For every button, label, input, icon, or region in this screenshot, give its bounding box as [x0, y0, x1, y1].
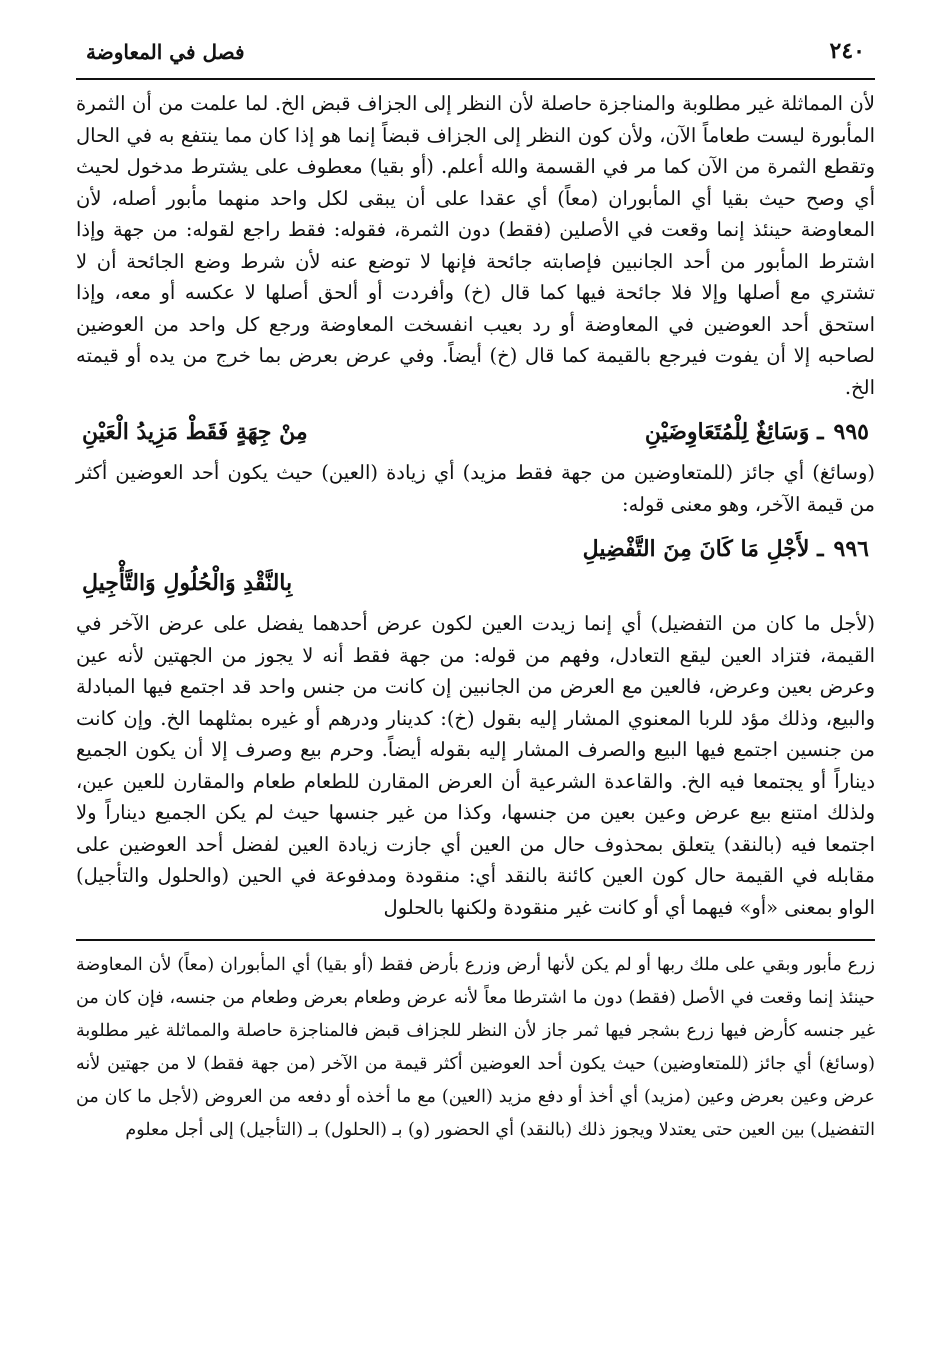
- commentary-paragraph-1: لأن المماثلة غير مطلوبة والمناجزة حاصلة لأن النظر إلى الجزاف قبض الخ. لما علمت من أن الثمرة المأبورة ليست طعاماً الآن، ولأن كون النظر إلى الجزاف قبضاً إنما هو إذا كان مما ينتفع به في الحال وتقطع الثمرة من الآن كما مر في القسمة والله أعلم. (أو بقيا) معطوف على يشترط مدخول لحيث أي وصح حيث بقيا أي المأبوران (معاً) أي عقدا على أن يبقى لكل واحد منهما مأبور أصله، لأن المعاوضة حينئذ إنما وقعت في الأصلين (فقط) دون الثمرة، فقوله: فقط راجع لقوله: من جهة وإذا اشترط المأبور من أحد الجانبين فإصابته جائحة فإنها لا توضع عنه لأن شرط وضع الجائحة أن لا تشتري مع أصلها وإلا فلا جائحة فيها كما قال (خ) وأفردت أو ألحق أصلها لا عكسه أو معه، وإذا استحق أحد العوضين في المعاوضة أو رد بعيب انفسخت المعاوضة ورجع كل واحد من العوضين لصاحبه إلا أن يفوت فيرجع بالقيمة كما قال (خ) أيضاً. وفي عرض بعرض بما خرج من يده أو قيمته الخ.: [76, 92, 875, 399]
- footnote-text: زرع مأبور وبقي على ملك ربها أو لم يكن لأنها أرض وزرع بأرض فقط (أو بقيا) أي المأبوران (معاً) لأن المعاوضة حينئذ إنما وقعت في الأصل (فقط) دون ما اشترطا معاً لأنه عرض وطعام بعرض وطعام من جنسه، فإن كان من غير جنسه كأرض فيها زرع بشجر فيها ثمر جاز لأن النظر للجزاف قبض فالمناجزة حاصلة والمماثلة غير مطلوبة (وسائغ) أي جائز (للمتعاوضين) حيث يكون أحد العوضين أكثر قيمة من الآخر (من جهة فقط) لا من جهتين لأنه عرض وعين بعرض وعين (مزيد) أي أخذ أو دفع مزيد (العين) مع ما أخذه أو دفعه من العروض (لأجل ما كان من التفضيل) بين العين حتى يعتدلا ويجوز ذلك (بالنقد) أي الحضور (و) بـ (الحلول) بـ (التأجيل) إلى أجل معلوم: [76, 955, 876, 1140]
- main-text: [76, 88, 875, 403]
- page-number: ٢٤٠: [829, 38, 865, 64]
- main-text-2: [76, 457, 875, 520]
- verse-995-second-hemistich: مِنْ جِهَةٍ فَقَطْ مَزِيدُ الْعَيْنِ: [82, 419, 308, 445]
- commentary-paragraph-2: (وسائغ) أي جائز (للمتعاوضين من جهة فقط مزيد) أي زيادة (العين) حيث يكون أحد العوضين أكثر من قيمة الآخر، وهو معنى قوله:: [76, 461, 875, 516]
- section-title: فصل في المعاوضة: [86, 40, 245, 64]
- commentary-paragraph-3: (لأجل ما كان من التفضيل) أي إنما زيدت العين لكون عرض أحدهما يفضل على عرض الآخر في القيمة، فتزاد العين ليقع التعادل، وفهم من قوله: من جهة فقط أنه لا يجوز من الجهتين لأنه عين وعرض بعين وعرض، فالعين مع العرض من الجانبين إن كانت من جنس واحد قد اجتمع فيها المبادلة والبيع، وذلك مؤد للربا المعنوي المشار إليه بقول (خ): كدينار ودرهم أو غيره بمثلهما الخ. وإن كانت من جنسين اجتمع فيها البيع والصرف المشار إليه بقوله أيضاً. وحرم بيع وصرف إلا أن يكون الجميع ديناراً أو يجتمعا فيه الخ. والقاعدة الشرعية أن العرض المقارن للطعام طعام والمقارن للعين عين، ولذلك امتنع بيع عرض وعين بعين من جنسها، وكذا من غير جنسها حيث لم يكن الجميع ديناراً ولا اجتمعا فيه (بالنقد) يتعلق بمحذوف حال من العين أي جازت زيادة العين لفضل أحد العوضين على مقابله في القيمة حال كون العين كائنة بالنقد أي: منقودة ومدفوعة في الحين (والحلول والتأجيل) الواو بمعنى «أو» فيهما أي أو كانت غير منقودة ولكنها بالحلول: [76, 612, 875, 919]
- verse-995-first-hemistich: ٩٩٥ـ وَسَائِغٌ لِلْمُتَعَاوِضَيْنِ: [644, 419, 869, 445]
- verse-995: [76, 415, 875, 449]
- page-header: [76, 34, 875, 80]
- footnote: [76, 949, 875, 1147]
- verse-996-second-hemistich: بِالنَّقْدِ وَالْحُلُولِ وَالتَّأْجِيلِ: [82, 570, 293, 596]
- header-rule: [76, 78, 875, 80]
- main-text-3: [76, 608, 875, 923]
- verse-996: [76, 532, 875, 600]
- verse-996-first-hemistich: ٩٩٦ـ لأَجْلِ مَا كَانَ مِنَ التَّفْضِيلِ: [582, 536, 869, 562]
- footnote-divider: [76, 939, 875, 941]
- verse-996-number: ٩٩٦: [833, 536, 869, 562]
- verse-995-number: ٩٩٥: [833, 419, 869, 445]
